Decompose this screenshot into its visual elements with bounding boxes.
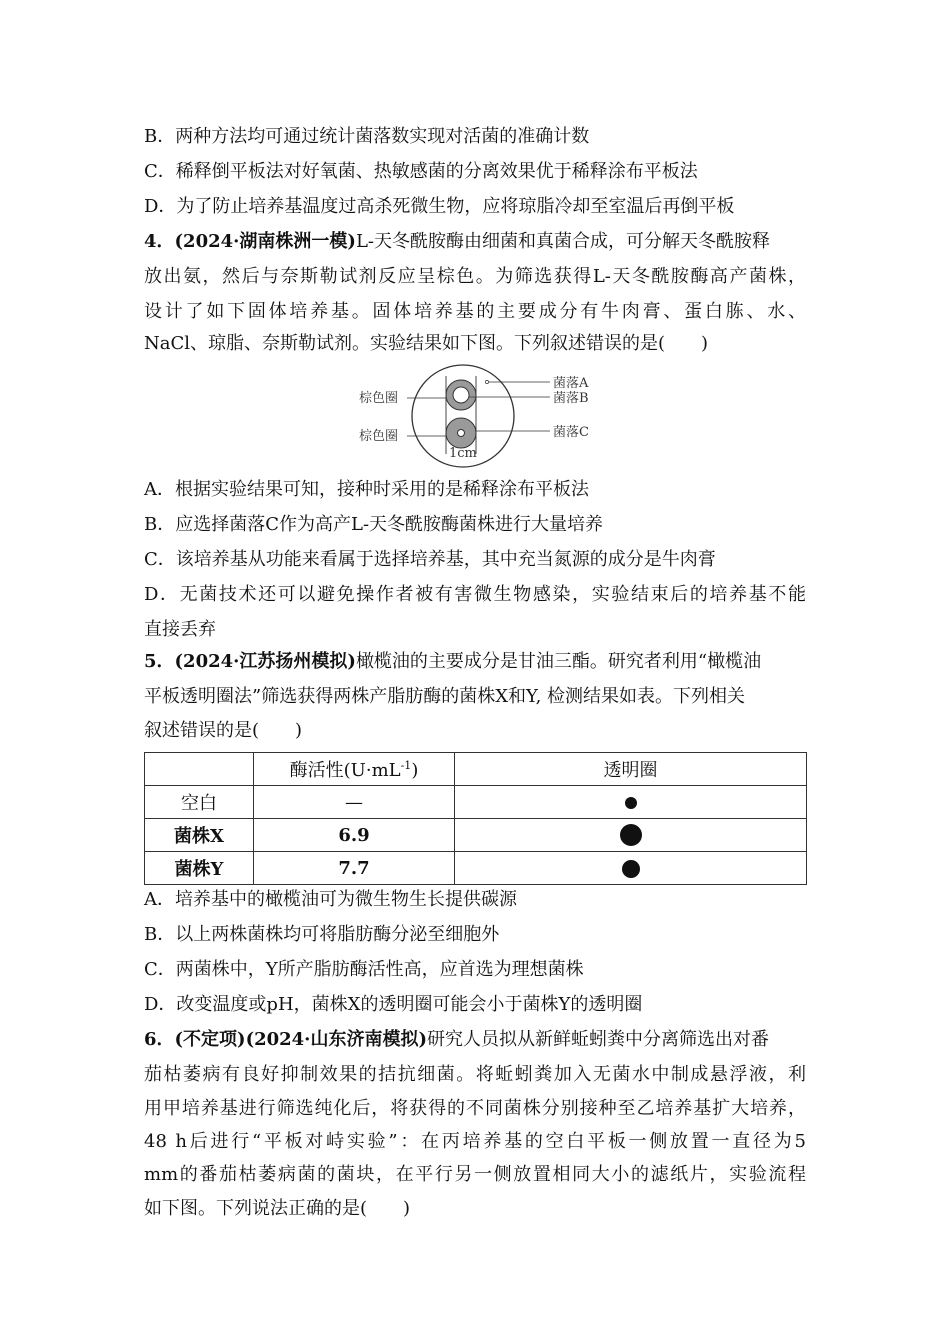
- row-clear-zone: [455, 852, 807, 885]
- q6-text-1: 研究人员拟从新鲜蚯蚓粪中分离筛选出对番: [426, 1029, 769, 1050]
- row-name: 菌株X: [145, 819, 254, 852]
- table-header-row: [145, 753, 807, 786]
- header-enzyme-activity: 酶活性$(U\cdot mL^{-1})$: [254, 753, 455, 786]
- label-colony-a: 菌落A: [553, 376, 589, 391]
- q6-stem-line-5: mm的番茄枯萎病菌的菌块，在平行另一侧放置相同大小的滤纸片，实验流程: [144, 1164, 806, 1185]
- q6-stem-line-4: 48 h后进行“平板对峙实验”：在丙培养基的空白平板一侧放置一直径为5: [144, 1131, 806, 1152]
- q4-plate-figure: [340, 362, 620, 472]
- header-blank: [145, 753, 254, 786]
- row-activity: —: [254, 786, 455, 819]
- header-clear-zone: 透明圈: [455, 753, 807, 786]
- q5-option-d: D．改变温度或pH，菌株X的透明圈可能会小于菌株Y的透明圈: [144, 994, 643, 1015]
- label-colony-c: 菌落C: [553, 425, 589, 440]
- label-brown-ring-bottom: 棕色圈: [359, 429, 399, 444]
- q5-number: 5．: [144, 651, 175, 672]
- q6-stem-line-3: 用甲培养基进行筛选纯化后，将获得的不同菌株分别接种至乙培养基扩大培养，: [144, 1098, 806, 1119]
- q4-stem-line-3: 设计了如下固体培养基。固体培养基的主要成分有牛肉膏、蛋白胨、水、: [144, 301, 806, 322]
- q5-stem-line-2: 平板透明圈法”筛选获得两株产脂肪酶的菌株X和Y, 检测结果如表。下列相关: [144, 686, 746, 707]
- table-row: [145, 786, 807, 819]
- q6-stem-line-1: [144, 1029, 769, 1051]
- q5-option-c: C．两菌株中，Y所产脂肪酶活性高，应首选为理想菌株: [144, 959, 584, 980]
- row-activity: 6.9: [254, 819, 455, 852]
- q6-source: (不定项)(2024·山东济南模拟): [174, 1029, 427, 1050]
- row-clear-zone: [455, 786, 807, 819]
- q4-option-b: B．应选择菌落C作为高产L-天冬酰胺酶菌株进行大量培养: [144, 514, 604, 535]
- q4-stem-line-2: 放出氨，然后与奈斯勒试剂反应呈棕色。为筛选获得L-天冬酰胺酶高产菌株，: [144, 266, 806, 287]
- label-colony-b: 菌落B: [553, 391, 589, 406]
- q5-stem-line-1: [144, 651, 761, 673]
- q5-stem-line-3: 叙述错误的是( ): [144, 720, 303, 741]
- q4-stem-line-1: [144, 231, 770, 253]
- label-scale: 1cm: [449, 446, 477, 461]
- colony-c: [458, 430, 465, 437]
- q6-stem-line-2: 茄枯萎病有良好抑制效果的拮抗细菌。将蚯蚓粪加入无菌水中制成悬浮液，利: [144, 1064, 806, 1085]
- colony-a-dot: [485, 380, 488, 383]
- q5-results-table: [144, 752, 807, 885]
- q6-number: 6．: [144, 1029, 175, 1050]
- row-activity: 7.7: [254, 852, 455, 885]
- row-name: 空白: [145, 786, 254, 819]
- q3-option-d: D．为了防止培养基温度过高杀死微生物，应将琼脂冷却至室温后再倒平板: [144, 196, 735, 217]
- clear-zone-dot: [620, 824, 642, 846]
- row-clear-zone: [455, 819, 807, 852]
- row-name: 菌株Y: [145, 852, 254, 885]
- q4-number: 4．: [144, 231, 175, 252]
- q3-option-b: B．两种方法均可通过统计菌落数实现对活菌的准确计数: [144, 126, 590, 147]
- q5-option-a: A．培养基中的橄榄油可为微生物生长提供碳源: [144, 889, 517, 910]
- colony-a: [453, 387, 469, 403]
- q4-option-d-line-2: 直接丢弃: [144, 619, 216, 640]
- label-brown-ring-top: 棕色圈: [359, 391, 399, 406]
- clear-zone-dot: [625, 797, 637, 809]
- q5-option-b: B．以上两株菌株均可将脂肪酶分泌至细胞外: [144, 924, 500, 945]
- q3-option-c: C．稀释倒平板法对好氧菌、热敏感菌的分离效果优于稀释涂布平板法: [144, 161, 698, 182]
- q6-stem-line-6: 如下图。下列说法正确的是( ): [144, 1198, 411, 1219]
- q4-option-a: A．根据实验结果可知，接种时采用的是稀释涂布平板法: [144, 479, 589, 500]
- q4-stem-line-4: NaCl、琼脂、奈斯勒试剂。实验结果如下图。下列叙述错误的是( ): [144, 333, 709, 354]
- table-row: [145, 819, 807, 852]
- q5-text-1: 橄榄油的主要成分是甘油三酯。研究者利用“橄榄油: [355, 651, 762, 672]
- table-row: [145, 852, 807, 885]
- q4-option-c: C．该培养基从功能来看属于选择培养基，其中充当氮源的成分是牛肉膏: [144, 549, 716, 570]
- q4-source: (2024·湖南株洲一模): [174, 231, 356, 252]
- q4-text-1: L-天冬酰胺酶由细菌和真菌合成，可分解天冬酰胺释: [355, 231, 770, 252]
- petri-dish-diagram: [340, 362, 620, 472]
- clear-zone-dot: [622, 860, 640, 878]
- q4-option-d-line-1: D．无菌技术还可以避免操作者被有害微生物感染，实验结束后的培养基不能: [144, 584, 806, 605]
- q5-source: (2024·江苏扬州模拟): [174, 651, 356, 672]
